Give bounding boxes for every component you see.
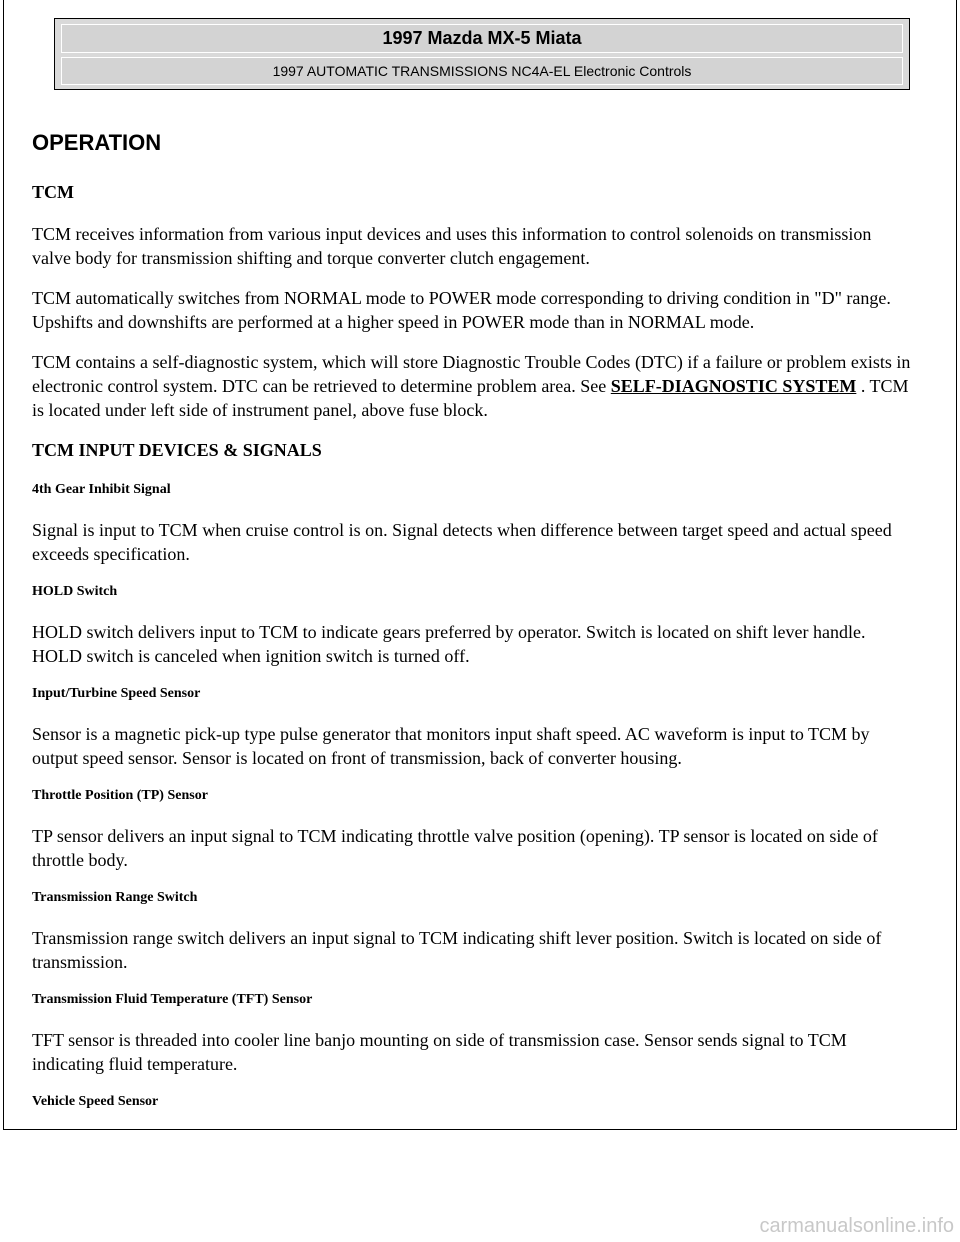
paragraph-hold-switch: HOLD switch delivers input to TCM to indicate gears preferred by operator. Switch is located on shift lever handle. HOLD switch is canceled when ignition switch is turned off. [32,622,866,666]
subheading-vehicle-speed-sensor: Vehicle Speed Sensor [32,1094,159,1109]
paragraph-tcm-2: TCM automatically switches from NORMAL mode to POWER mode corresponding to driving condition in "D" range. Upshifts and downshifts are performed at a higher speed in POWER mode than in NORMAL mode. [32,288,891,332]
document-body [32,128,912,1130]
self-diagnostic-system-link[interactable]: SELF-DIAGNOSTIC SYSTEM [610,376,857,396]
header-title: 1997 Mazda MX-5 Miata [61,24,903,53]
section-heading-inputs: TCM INPUT DEVICES & SIGNALS [32,440,322,460]
watermark: carmanualsonline.info [759,1215,954,1237]
paragraph-tcm-3 [32,350,912,422]
subheading-4th-gear-inhibit: 4th Gear Inhibit Signal [32,482,171,497]
document-header [54,18,910,90]
paragraph-tp-sensor: TP sensor delivers an input signal to TCM indicating throttle valve position (opening). TP sensor is located on side of throttle body. [32,826,878,870]
header-subtitle: 1997 AUTOMATIC TRANSMISSIONS NC4A-EL Electronic Controls [61,57,903,85]
subheading-tft-sensor: Transmission Fluid Temperature (TFT) Sensor [32,992,313,1007]
subheading-range-switch: Transmission Range Switch [32,890,198,905]
subheading-hold-switch: HOLD Switch [32,584,118,599]
section-heading-tcm: TCM [32,182,74,202]
paragraph-tcm-1: TCM receives information from various input devices and uses this information to control solenoids on transmission valve body for transmission shifting and torque converter clutch engagement. [32,224,872,268]
paragraph-turbine-speed-sensor: Sensor is a magnetic pick-up type pulse generator that monitors input shaft speed. AC waveform is input to TCM by output speed sensor. Sensor is located on front of transmission, back of converter housing. [32,724,870,768]
paragraph-tcm-3-tail: . TCM is located under left side of instrument panel, above fuse block. [32,376,909,420]
paragraph-tft-sensor: TFT sensor is threaded into cooler line banjo mounting on side of transmission case. Sensor sends signal to TCM indicating fluid temperature. [32,1030,847,1074]
paragraph-4th-gear-inhibit: Signal is input to TCM when cruise control is on. Signal detects when difference between target speed and actual speed exceeds specification. [32,520,892,564]
section-heading-operation: OPERATION [32,130,162,155]
paragraph-tcm-3-text: TCM contains a self-diagnostic system, which will store Diagnostic Trouble Codes (DTC) if a failure or problem exists in electronic control system. DTC can be retrieved to determine problem area. See [32,352,911,396]
paragraph-range-switch: Transmission range switch delivers an input signal to TCM indicating shift lever position. Switch is located on side of transmission. [32,928,882,972]
subheading-tp-sensor: Throttle Position (TP) Sensor [32,788,208,803]
subheading-turbine-speed-sensor: Input/Turbine Speed Sensor [32,686,201,701]
